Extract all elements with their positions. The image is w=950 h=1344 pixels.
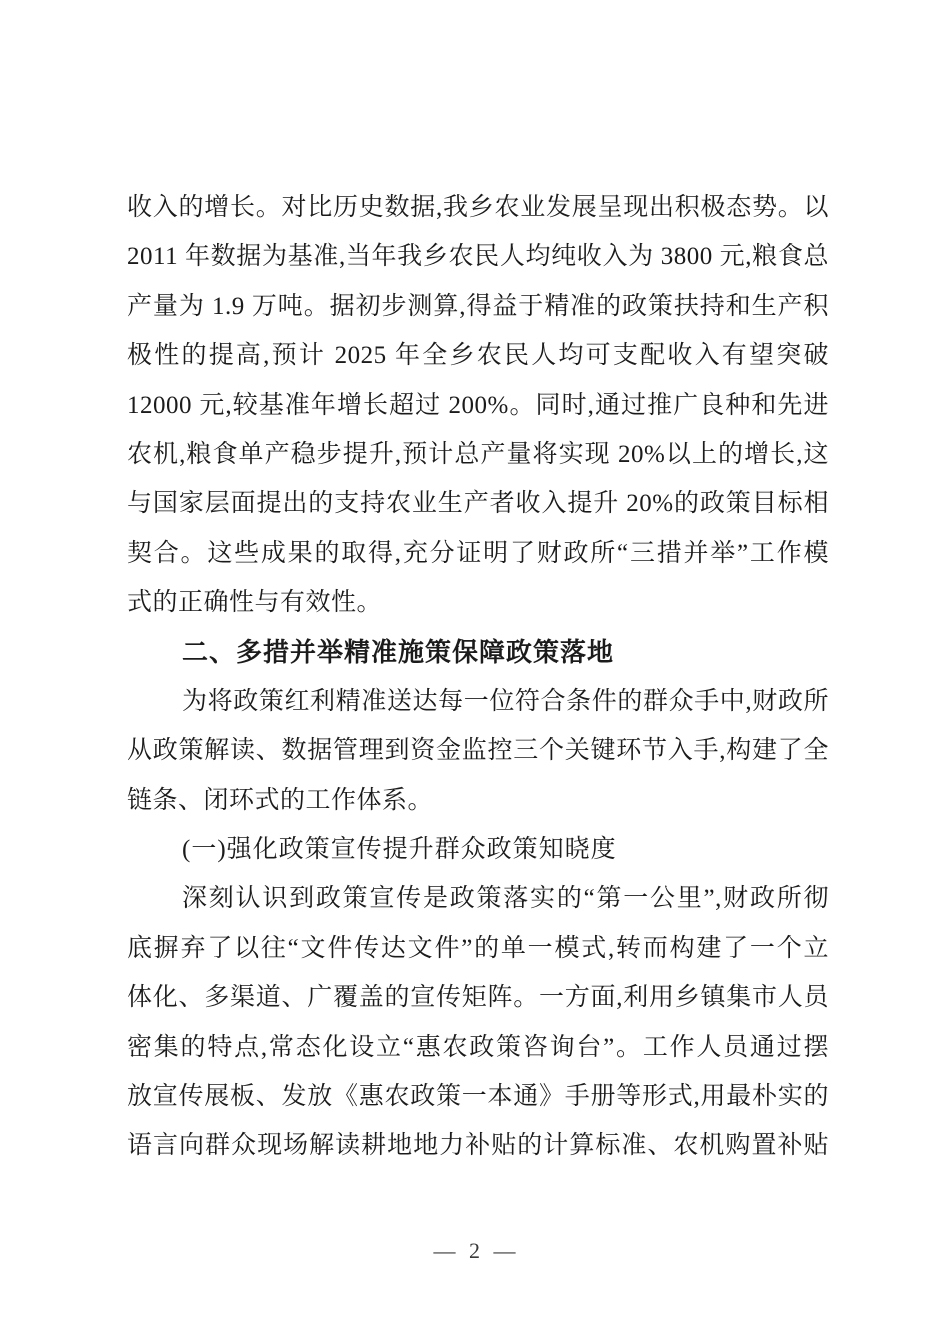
text-line: 语言向群众现场解读耕地地力补贴的计算标准、农机购置补贴 [127, 1132, 829, 1160]
subsection-heading: (一)强化政策宣传提升群众政策知晓度 [182, 836, 617, 864]
text-line: 收入的增长。对比历史数据,我乡农业发展呈现出积极态势。以 [127, 194, 829, 221]
text-line: 2011 年数据为基准,当年我乡农民人均纯收入为 3800 元,粮食总 [127, 243, 829, 271]
text-line: 式的正确性与有效性。 [127, 589, 383, 617]
text-line: 契合。这些成果的取得,充分证明了财政所“三措并举”工作模 [127, 539, 829, 567]
text-line: 农机,粮食单产稳步提升,预计总产量将实现 20%以上的增长,这 [127, 440, 829, 468]
text-line: 为将政策红利精准送达每一位符合条件的群众手中,财政所 [182, 687, 829, 715]
page-number: — 2 — [433, 1238, 517, 1263]
text-line: 放宣传展板、发放《惠农政策一本通》手册等形式,用最朴实的 [127, 1083, 829, 1111]
text-line: 密集的特点,常态化设立“惠农政策咨询台”。工作人员通过摆 [127, 1033, 829, 1061]
section-heading: 二、多措并举精准施策保障政策落地 [182, 636, 615, 667]
text-line: 极性的提高,预计 2025 年全乡农民人均可支配收入有望突破 [127, 342, 829, 370]
text-line: 体化、多渠道、广覆盖的宣传矩阵。一方面,利用乡镇集市人员 [127, 984, 829, 1012]
page-body-text [127, 183, 829, 1171]
text-line: 产量为 1.9 万吨。据初步测算,得益于精准的政策扶持和生产积 [127, 292, 829, 320]
text-line: 与国家层面提出的支持农业生产者收入提升 20%的政策目标相 [127, 490, 829, 518]
text-line: 从政策解读、数据管理到资金监控三个关键环节入手,构建了全 [127, 737, 829, 765]
text-line: 12000 元,较基准年增长超过 200%。同时,通过推广良种和先进 [127, 391, 829, 419]
text-line: 深刻认识到政策宣传是政策落实的“第一公里”,财政所彻 [182, 885, 829, 913]
text-line: 链条、闭环式的工作体系。 [127, 786, 434, 814]
text-line: 底摒弃了以往“文件传达文件”的单一模式,转而构建了一个立 [127, 934, 829, 962]
